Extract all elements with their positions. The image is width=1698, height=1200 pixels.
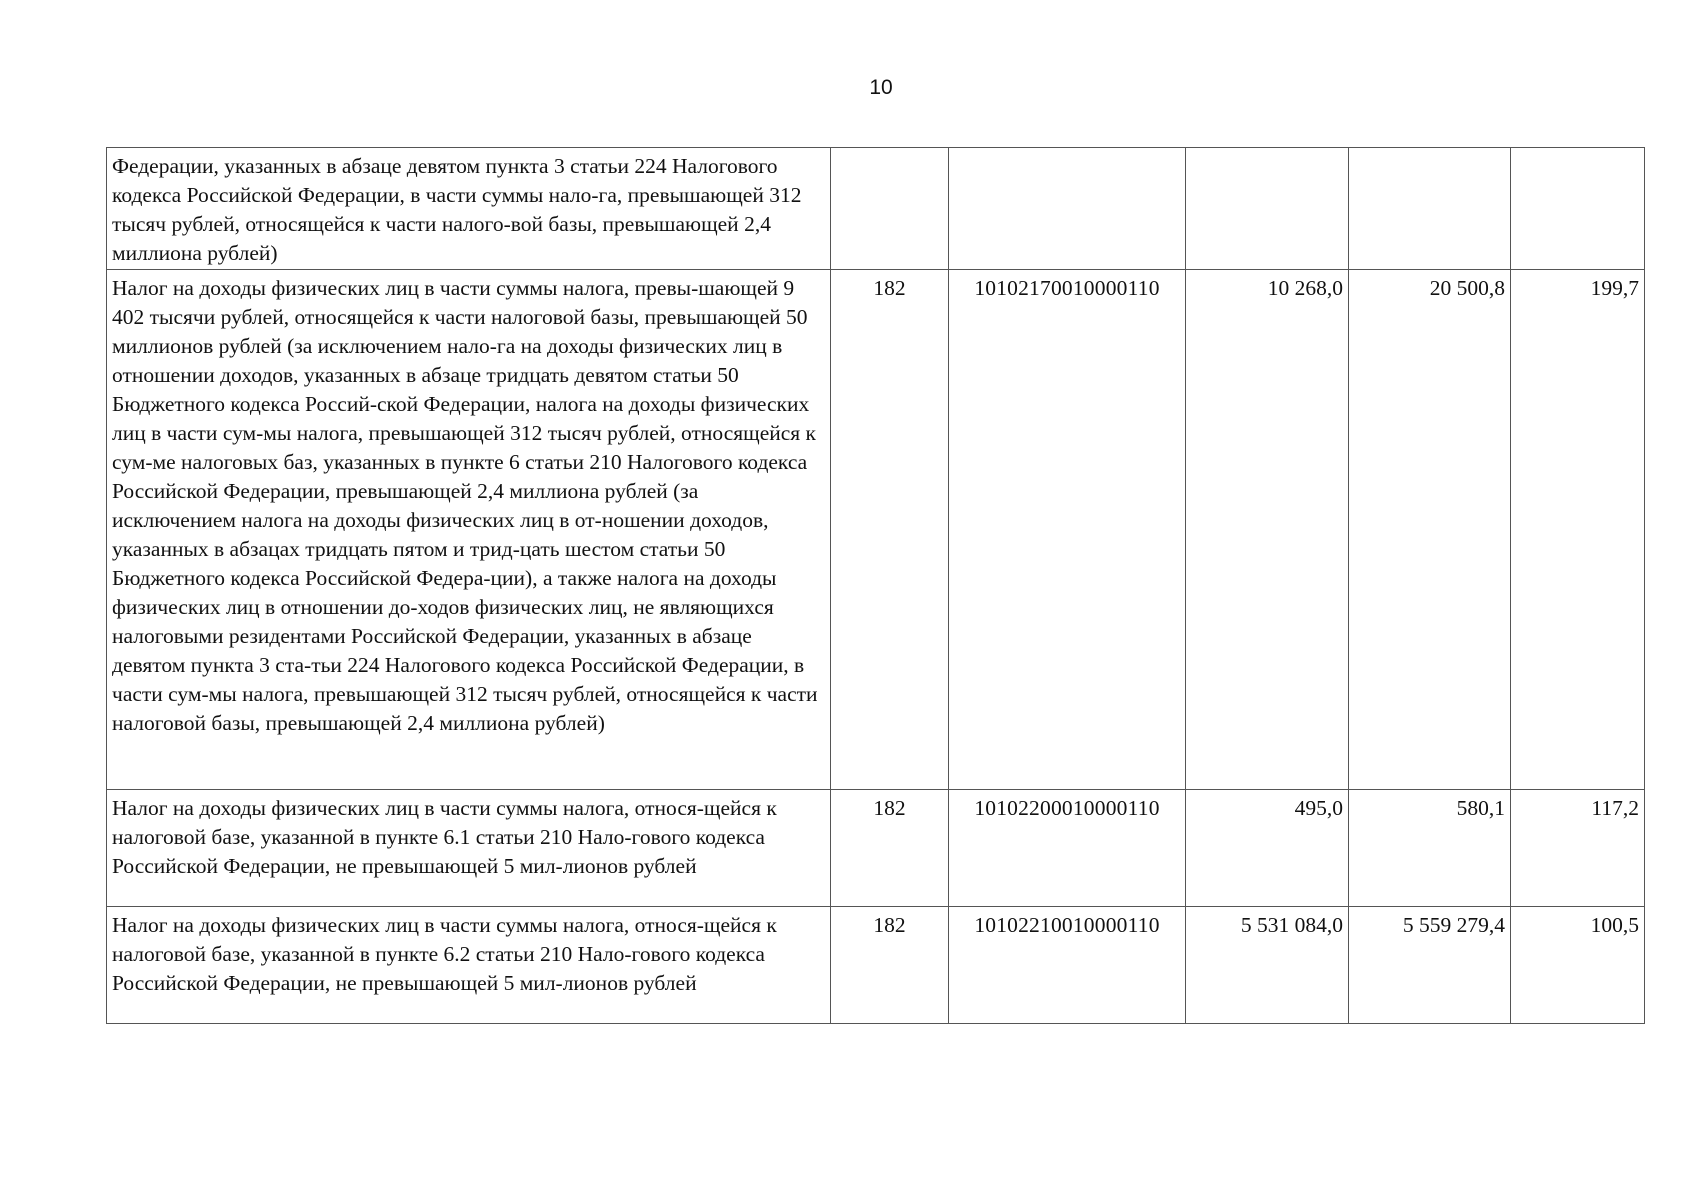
plan-cell: 5 531 084,0 bbox=[1186, 907, 1349, 1024]
actual-cell: 20 500,8 bbox=[1349, 270, 1511, 790]
kbk-cell: 10102200010000110 bbox=[949, 790, 1186, 907]
row-description: Налог на доходы физических лиц в части суммы налога, относя-щейся к налоговой базе, указанной в пункте 6.1 статьи 210 Нало-гового кодекса Российской Федерации, не превышающей 5 мил-лионов рублей bbox=[107, 790, 831, 907]
row-description: Налог на доходы физических лиц в части суммы налога, превы-шающей 9 402 тысячи рублей, относящейся к части налоговой базы, превышающей 50 миллионов рублей (за исключением нало-га на доходы физических лиц в отношении доходов, указанных в абзаце тридцать девятом статьи 50 Бюджетного кодекса Россий-ской Федерации, налога на доходы физических лиц в части сум-мы налога, превышающей 312 тысяч рублей, относящейся к сум-ме налоговых баз, указанных в пункте 6 статьи 210 Налогового кодекса Российской Федерации, превышающей 2,4 миллиона рублей (за исключением налога на доходы физических лиц в от-ношении доходов, указанных в абзацах тридцать пятом и трид-цать шестом статьи 50 Бюджетного кодекса Российской Федера-ции), а также налога на доходы физических лиц в отношении до-ходов физических лиц, не являющихся налоговыми резидентами Российской Федерации, указанных в абзаце девятом пункта 3 ста-тьи 224 Налогового кодекса Российской Федерации, в части сум-мы налога, превышающей 312 тысяч рублей, относящейся к части налоговой базы, превышающей 2,4 миллиона рублей) bbox=[107, 270, 831, 790]
actual-cell bbox=[1349, 148, 1511, 270]
admin-code-cell: 182 bbox=[831, 907, 949, 1024]
table-row bbox=[107, 270, 1645, 790]
plan-cell bbox=[1186, 148, 1349, 270]
kbk-cell bbox=[949, 148, 1186, 270]
revenue-table bbox=[106, 147, 1645, 1024]
actual-cell: 580,1 bbox=[1349, 790, 1511, 907]
row-description: Налог на доходы физических лиц в части суммы налога, относя-щейся к налоговой базе, указанной в пункте 6.2 статьи 210 Нало-гового кодекса Российской Федерации, не превышающей 5 мил-лионов рублей bbox=[107, 907, 831, 1024]
plan-cell: 495,0 bbox=[1186, 790, 1349, 907]
row-description: Федерации, указанных в абзаце девятом пункта 3 статьи 224 Налогового кодекса Российской Федерации, в части суммы нало-га, превышающей 312 тысяч рублей, относящейся к части налого-вой базы, превышающей 2,4 миллиона рублей) bbox=[107, 148, 831, 270]
percent-cell bbox=[1511, 148, 1645, 270]
table-row bbox=[107, 790, 1645, 907]
admin-code-cell bbox=[831, 148, 949, 270]
kbk-cell: 10102210010000110 bbox=[949, 907, 1186, 1024]
admin-code-cell: 182 bbox=[831, 790, 949, 907]
table-row bbox=[107, 907, 1645, 1024]
admin-code-cell: 182 bbox=[831, 270, 949, 790]
percent-cell: 117,2 bbox=[1511, 790, 1645, 907]
plan-cell: 10 268,0 bbox=[1186, 270, 1349, 790]
kbk-cell: 10102170010000110 bbox=[949, 270, 1186, 790]
actual-cell: 5 559 279,4 bbox=[1349, 907, 1511, 1024]
percent-cell: 199,7 bbox=[1511, 270, 1645, 790]
page-number: 10 bbox=[869, 76, 893, 99]
table-row bbox=[107, 148, 1645, 270]
percent-cell: 100,5 bbox=[1511, 907, 1645, 1024]
